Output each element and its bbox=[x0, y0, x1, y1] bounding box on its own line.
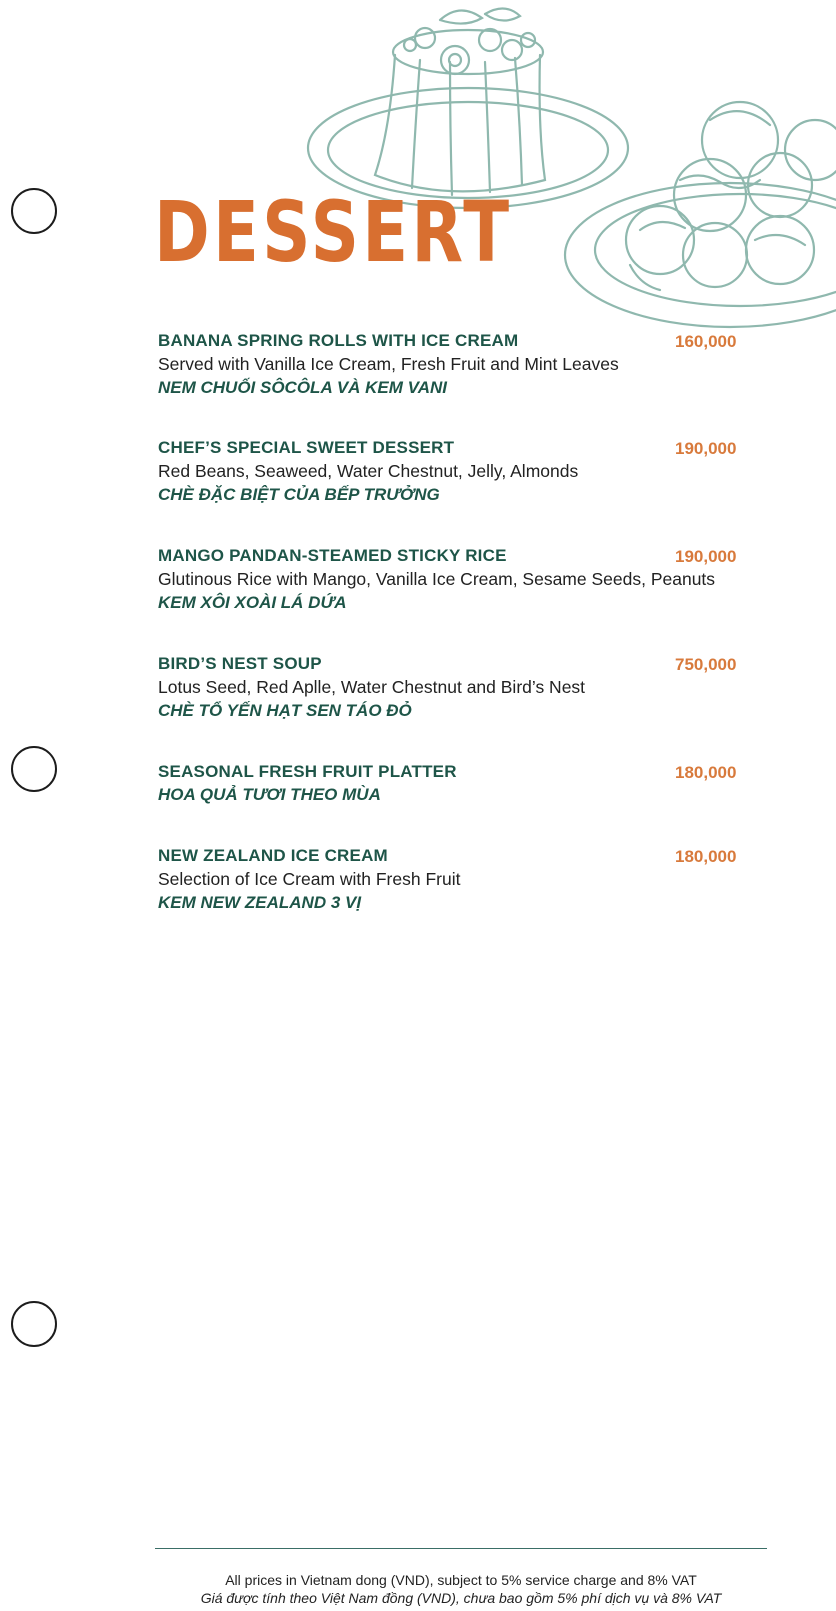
dish-vietnamese-name: NEM CHUỐI SÔCÔLA VÀ KEM VANI bbox=[158, 378, 448, 397]
dish-vietnamese-name: CHÈ TỔ YẾN HẠT SEN TÁO ĐỎ bbox=[158, 701, 412, 720]
dish-description: Selection of Ice Cream with Fresh Fruit bbox=[158, 869, 461, 889]
dish-description: Glutinous Rice with Mango, Vanilla Ice Cream, Sesame Seeds, Peanuts bbox=[158, 569, 716, 589]
dish-price: 190,000 bbox=[675, 547, 737, 566]
dish-price: 750,000 bbox=[675, 655, 737, 674]
page-title: DESSERT bbox=[154, 183, 513, 281]
dish-price: 180,000 bbox=[675, 847, 737, 866]
dish-name: BANANA SPRING ROLLS WITH ICE CREAM bbox=[158, 331, 519, 350]
binder-hole-icon bbox=[11, 188, 57, 234]
menu-item bbox=[158, 330, 740, 400]
dish-name: MANGO PANDAN-STEAMED STICKY RICE bbox=[158, 546, 507, 565]
dish-price: 180,000 bbox=[675, 763, 737, 782]
dish-vietnamese-name: KEM NEW ZEALAND 3 VỊ bbox=[158, 893, 362, 912]
menu-item bbox=[158, 761, 740, 807]
dish-price: 160,000 bbox=[675, 332, 737, 351]
dish-name: CHEF’S SPECIAL SWEET DESSERT bbox=[158, 438, 455, 457]
footer-divider bbox=[155, 1548, 767, 1549]
footer-note-english: All prices in Vietnam dong (VND), subject to 5% service charge and 8% VAT bbox=[225, 1572, 697, 1588]
menu-item bbox=[158, 437, 740, 507]
dish-name: SEASONAL FRESH FRUIT PLATTER bbox=[158, 762, 457, 781]
dish-vietnamese-name: CHÈ ĐẶC BIỆT CỦA BẾP TRƯỞNG bbox=[158, 485, 440, 504]
dish-description: Red Beans, Seaweed, Water Chestnut, Jelly, Almonds bbox=[158, 461, 579, 481]
binder-hole-icon bbox=[11, 1301, 57, 1347]
dish-vietnamese-name: KEM XÔI XOÀI LÁ DỨA bbox=[158, 593, 347, 612]
dish-description: Lotus Seed, Red Aplle, Water Chestnut and Bird’s Nest bbox=[158, 677, 586, 697]
menu-item bbox=[158, 545, 740, 615]
footer-note-vietnamese: Giá được tính theo Việt Nam đồng (VND), chưa bao gồm 5% phí dịch vụ và 8% VAT bbox=[200, 1590, 722, 1606]
dish-description: Served with Vanilla Ice Cream, Fresh Fruit and Mint Leaves bbox=[158, 354, 619, 374]
binder-hole-icon bbox=[11, 746, 57, 792]
dessert-illustration bbox=[300, 0, 836, 340]
dish-vietnamese-name: HOA QUẢ TƯƠI THEO MÙA bbox=[158, 785, 381, 804]
menu-item bbox=[158, 845, 740, 915]
dish-name: NEW ZEALAND ICE CREAM bbox=[158, 846, 388, 865]
dish-name: BIRD’S NEST SOUP bbox=[158, 654, 322, 673]
dish-price: 190,000 bbox=[675, 439, 737, 458]
menu-item bbox=[158, 653, 740, 723]
